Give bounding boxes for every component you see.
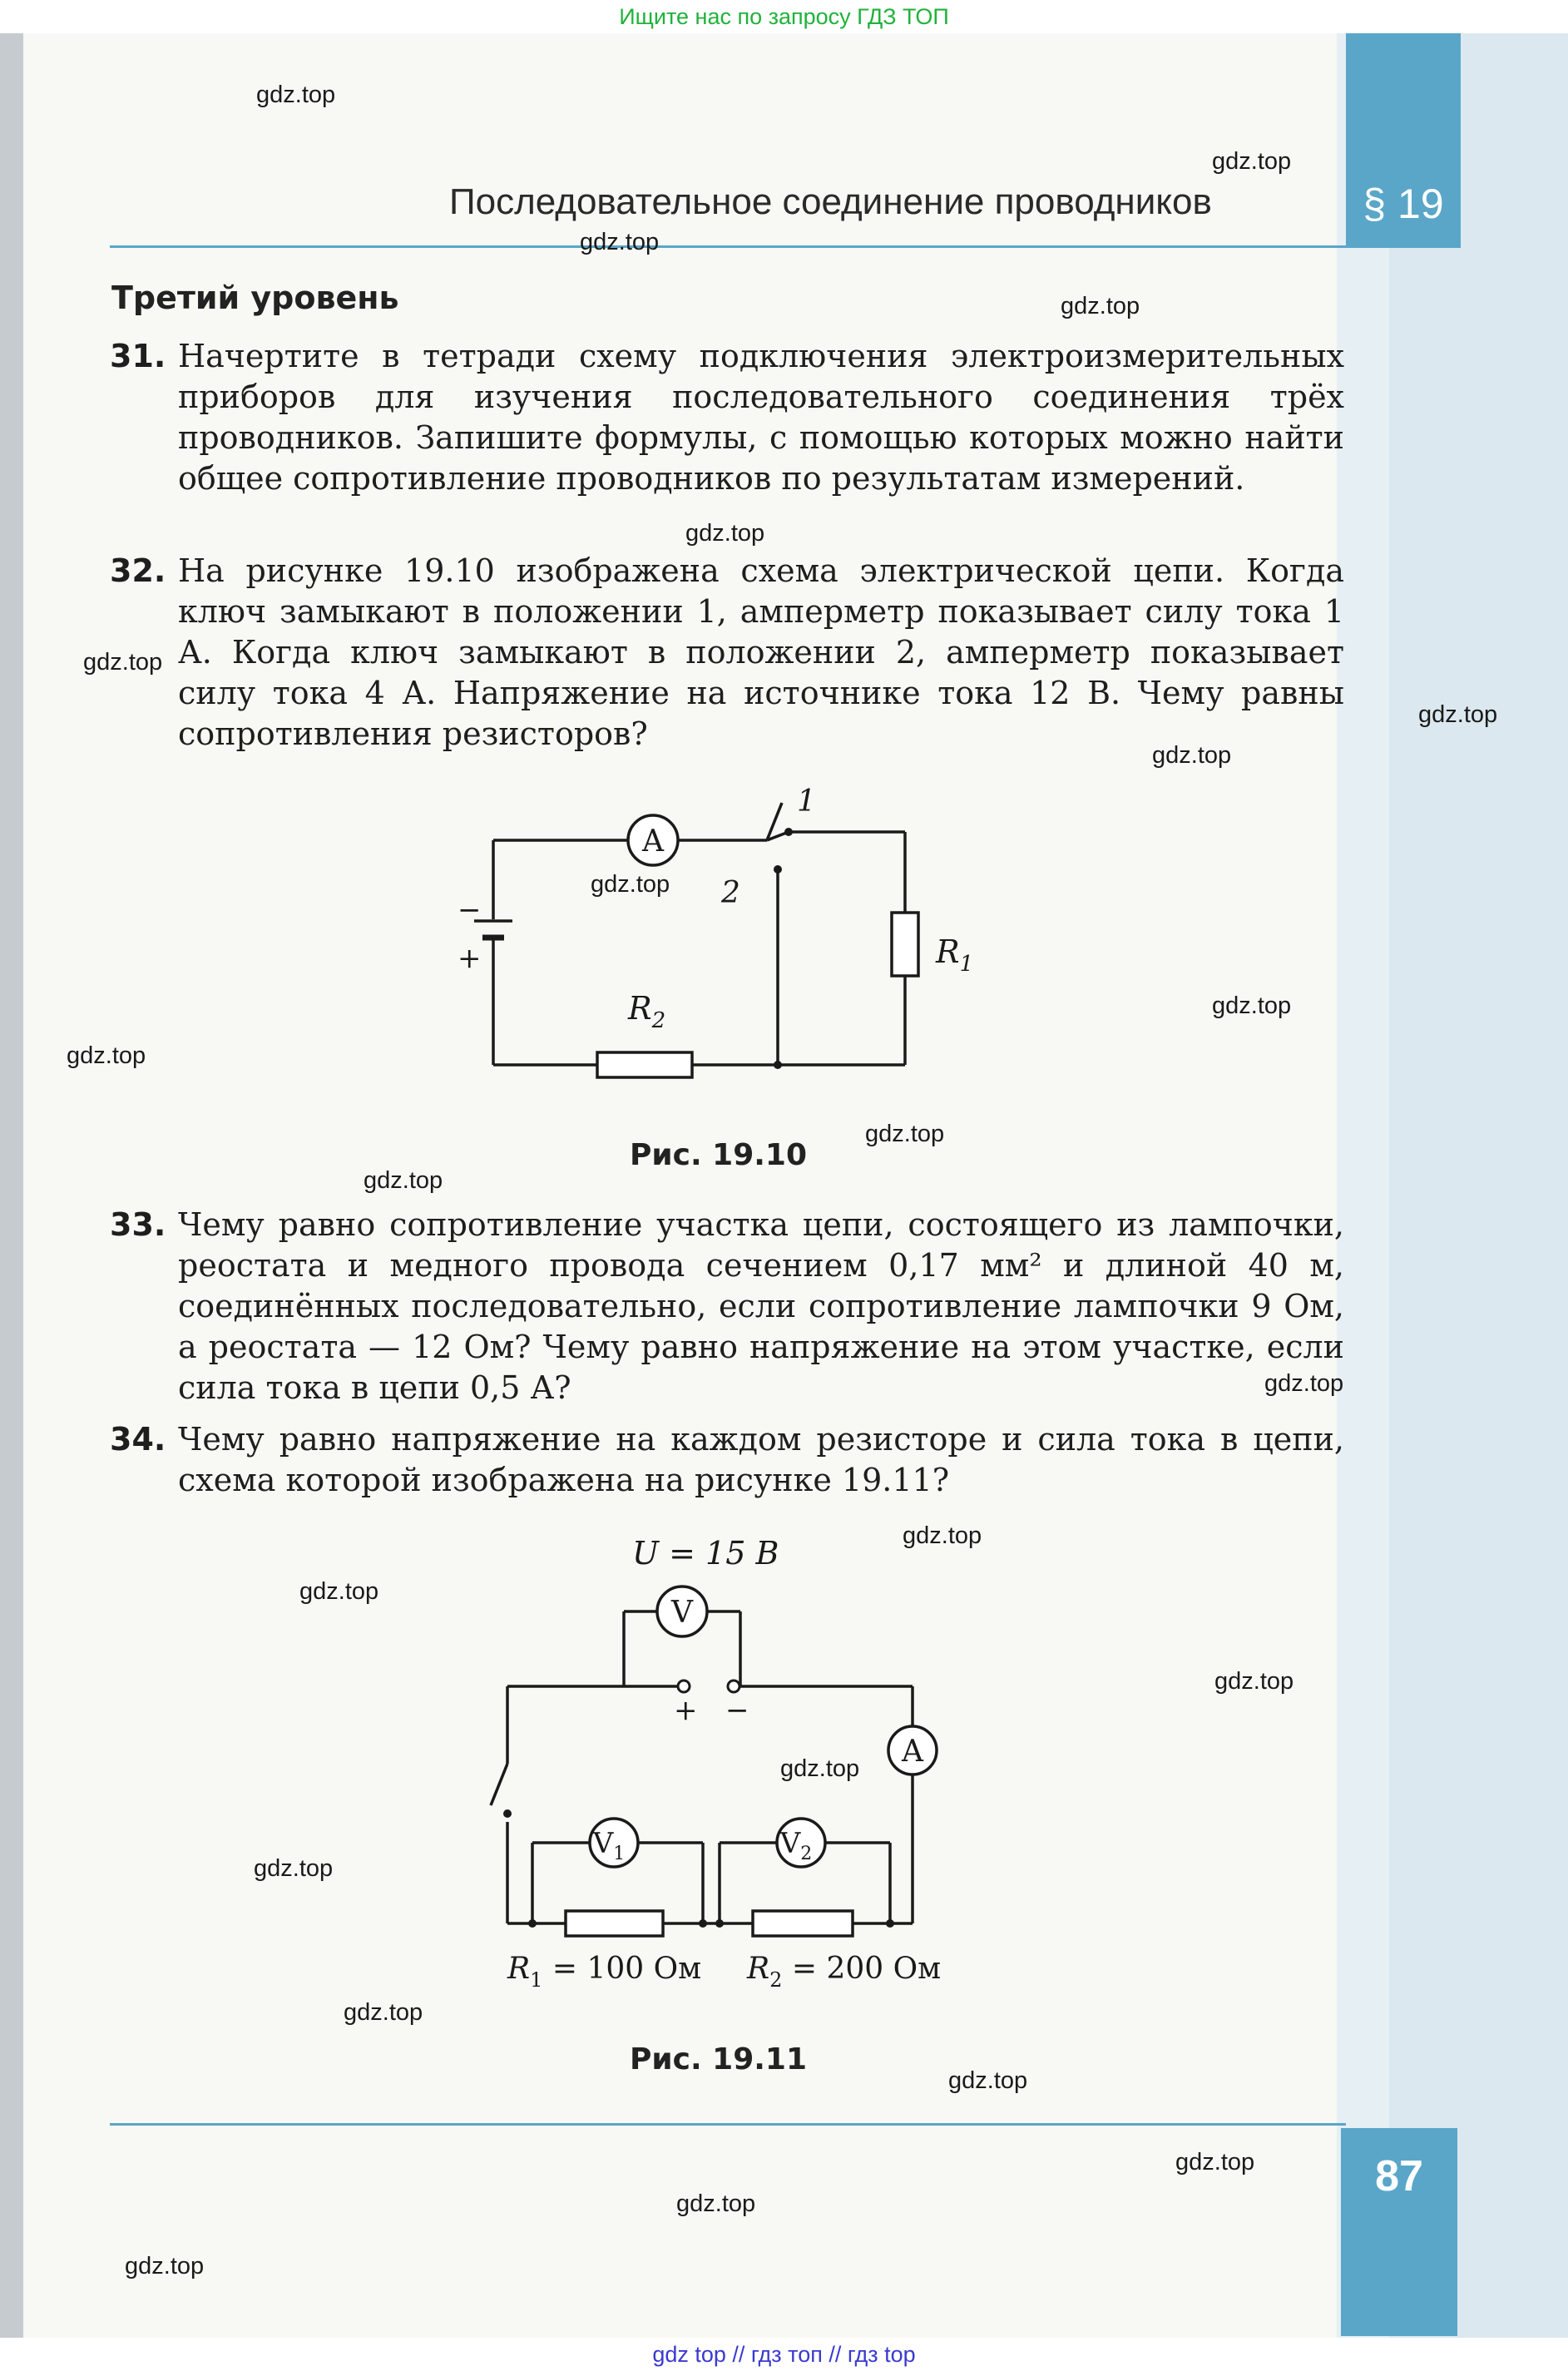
junction-node — [699, 1919, 707, 1928]
task-34 — [110, 1419, 1344, 1501]
watermark: gdz.top — [903, 1522, 982, 1549]
watermark: gdz.top — [865, 1121, 945, 1147]
watermark: gdz.top — [1061, 293, 1140, 319]
watermark: gdz.top — [364, 1167, 443, 1194]
r2-value: = 200 Ом — [782, 1952, 942, 1986]
top-note[interactable]: Ищите нас по запросу ГДЗ ТОП — [0, 0, 1568, 33]
watermark: gdz.top — [685, 520, 765, 547]
svg-text:R2 — [627, 990, 665, 1033]
r2-label: R — [747, 1952, 770, 1986]
circuit-figure-19-11 — [466, 1522, 965, 2013]
task-text: Чему равно напряжение на каждом резисторе и сила тока в цепи, схема которой изображена на рисунке 19.11? — [178, 1421, 1344, 1498]
source-terminal-minus — [728, 1680, 739, 1692]
v2-subscript: 2 — [800, 1844, 813, 1864]
source-plus-sign: + — [674, 1694, 698, 1727]
junction-node — [774, 1061, 782, 1069]
watermark: gdz.top — [1212, 992, 1292, 1019]
r1-label: R — [507, 1952, 531, 1986]
switch-contact-1 — [784, 828, 793, 836]
task-31 — [110, 336, 1344, 499]
source-terminal-plus — [678, 1680, 690, 1692]
v1-label: V — [592, 1827, 614, 1860]
header-divider — [110, 245, 1346, 248]
r1-value: = 100 Ом — [542, 1952, 702, 1986]
binding-shadow — [0, 33, 23, 2338]
watermark: gdz.top — [67, 1042, 146, 1069]
r2-subscript: 2 — [769, 1968, 783, 1992]
resistor-r2 — [597, 1052, 692, 1077]
key-contact — [503, 1809, 512, 1818]
battery-plus: + — [458, 942, 482, 975]
junction-node — [886, 1919, 894, 1928]
junction-node — [715, 1919, 724, 1928]
side-strip-inner — [1337, 33, 1393, 2338]
v1-subscript: 1 — [613, 1844, 626, 1864]
watermark: gdz.top — [125, 2253, 205, 2279]
watermark: gdz.top — [344, 1999, 423, 2026]
watermark: gdz.top — [580, 229, 660, 255]
svg-text:U = 15 В — [632, 1535, 779, 1572]
resistor-r1 — [892, 913, 918, 976]
task-text: Начертите в тетради схему подключения электроизмерительных приборов для изучения последовательного соединения трёх проводников. Запишите формулы, с помощью которых можно найти общее сопротивление проводников по результатам измерений. — [178, 338, 1344, 497]
resistor-r2 — [753, 1911, 853, 1936]
page-number: 87 — [1341, 2128, 1457, 2336]
voltmeter-label: V — [671, 1596, 693, 1630]
watermark: gdz.top — [1418, 701, 1498, 728]
junction-node — [528, 1919, 537, 1928]
watermark: gdz.top — [299, 1578, 379, 1605]
task-33 — [110, 1205, 1344, 1408]
watermark: gdz.top — [591, 871, 670, 898]
watermark: gdz.top — [1175, 2149, 1255, 2175]
figure-caption-19-10: Рис. 19.10 — [630, 1138, 808, 1172]
task-number: 31. — [110, 338, 166, 374]
page-title: Последовательное соединение проводников — [449, 181, 1212, 222]
watermark: gdz.top — [1214, 1668, 1294, 1695]
r1-subscript: 1 — [959, 952, 974, 977]
svg-text:R2 = 200 Ом — [746, 1952, 941, 1992]
section-tab: § 19 — [1346, 33, 1461, 248]
watermark: gdz.top — [256, 82, 336, 108]
circuit-figure-19-10 — [449, 770, 974, 1102]
watermark: gdz.top — [676, 2190, 756, 2217]
watermark: gdz.top — [1264, 1370, 1344, 1397]
source-minus-sign: − — [725, 1694, 749, 1727]
task-number: 32. — [110, 552, 166, 589]
task-number: 33. — [110, 1206, 166, 1243]
r1-label: R — [936, 933, 960, 970]
bottom-note[interactable]: gdz top // гдз топ // гдз top — [0, 2338, 1568, 2371]
watermark: gdz.top — [1152, 742, 1232, 769]
footer-divider — [110, 2123, 1346, 2126]
switch-contact-2 — [774, 865, 782, 874]
task-32 — [110, 551, 1344, 755]
watermark: gdz.top — [948, 2067, 1028, 2094]
watermark: gdz.top — [254, 1855, 334, 1882]
watermark: gdz.top — [780, 1755, 860, 1782]
ammeter-label: A — [902, 1735, 923, 1769]
svg-text:R1 = 100 Ом — [507, 1952, 701, 1992]
side-strip — [1389, 33, 1568, 2338]
task-number: 34. — [110, 1421, 166, 1458]
level-heading: Третий уровень — [111, 280, 399, 316]
watermark: gdz.top — [83, 649, 163, 676]
task-text: На рисунке 19.10 изображена схема электрической цепи. Когда ключ замыкают в положении 1, амперметр показывает силу тока 1 А. Когда ключ замыкают в положении 2, амперметр показывает силу тока 4 А. Напряжение на источнике тока 12 В. Чему равны сопротивления резисторов? — [178, 552, 1344, 752]
r2-label: R — [628, 990, 652, 1027]
position-1-label: 1 — [797, 785, 816, 819]
position-2-label: 2 — [721, 876, 740, 910]
battery-minus: − — [458, 893, 482, 927]
voltage-label: U = 15 В — [632, 1535, 779, 1572]
r1-subscript: 1 — [530, 1968, 543, 1992]
r2-subscript: 2 — [651, 1008, 666, 1033]
watermark: gdz.top — [1212, 148, 1292, 175]
v2-label: V — [779, 1827, 801, 1860]
resistor-r1 — [566, 1911, 663, 1936]
svg-text:R1 — [935, 933, 973, 977]
task-text: Чему равно сопротивление участка цепи, состоящего из лампочки, реостата и медного провода сечением 0,17 мм² и длиной 40 м, соединённых последовательно, если сопротивление лампочки 9 Ом, а реостата — 12 Ом? Чему равно напряжение на этом участке, если сила тока в цепи 0,5 А? — [178, 1206, 1344, 1406]
figure-caption-19-11: Рис. 19.11 — [630, 2042, 808, 2076]
ammeter-label: A — [642, 824, 664, 859]
